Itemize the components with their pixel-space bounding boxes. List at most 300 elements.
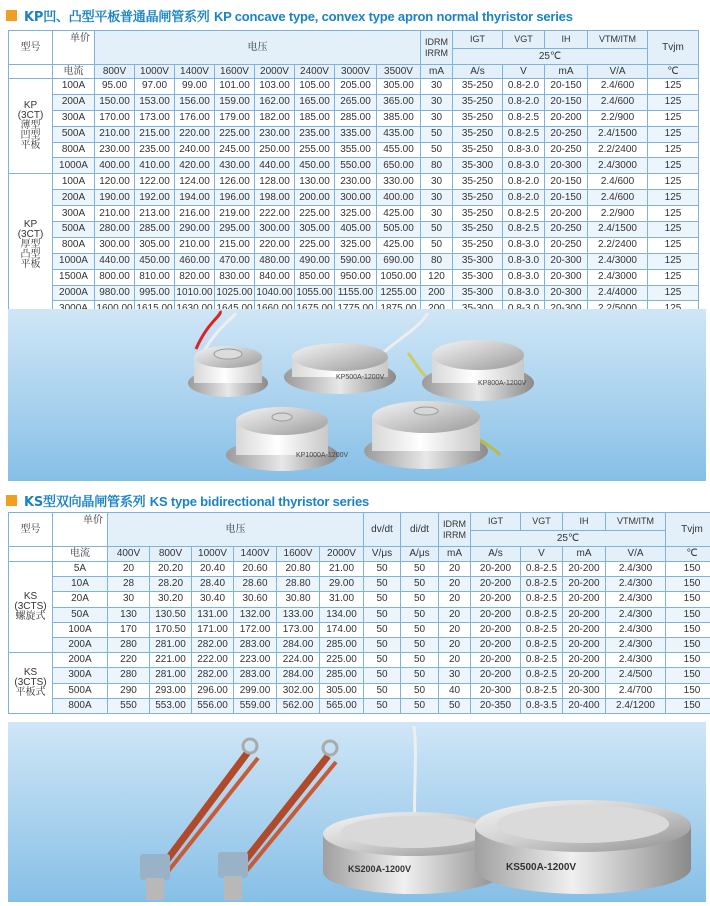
table-cell: 2.4/300 (606, 622, 666, 637)
table-cell: 20-250 (545, 222, 588, 238)
table-cell: 50 (364, 683, 401, 698)
ks-unit-5: mA (563, 547, 606, 562)
table-cell: 295.00 (215, 222, 255, 238)
table-cell: 35-300 (453, 158, 503, 174)
ks-ih-header: IH (563, 513, 606, 531)
table-cell: 470.00 (215, 253, 255, 269)
table-cell: 150 (666, 653, 710, 668)
current-cell: 10A (53, 577, 108, 592)
table-cell: 280 (108, 668, 150, 683)
table-cell: 223.00 (234, 653, 277, 668)
table-cell: 20-200 (471, 622, 521, 637)
table-row (9, 253, 699, 269)
table-cell: 40 (439, 683, 471, 698)
table-cell: 120 (421, 269, 453, 285)
table-cell: 120.00 (95, 174, 135, 190)
ks-voltage-col-0: 400V (108, 547, 150, 562)
table-row (9, 698, 710, 713)
table-cell: 130.50 (150, 607, 192, 622)
table-cell: 21.00 (320, 562, 364, 577)
table-cell: 50 (421, 237, 453, 253)
table-cell: 450.00 (135, 253, 175, 269)
ks-vtm-header: VTM/ITM (606, 513, 666, 531)
table-cell: 134.00 (320, 607, 364, 622)
table-cell: 430.00 (215, 158, 255, 174)
table-cell: 210.00 (95, 126, 135, 142)
table-cell: 50 (439, 698, 471, 713)
table-cell: 219.00 (215, 206, 255, 222)
table-cell: 255.00 (295, 142, 335, 158)
table-cell: 400.00 (95, 158, 135, 174)
table-cell: 20 (439, 607, 471, 622)
table-cell: 0.8-2.5 (521, 668, 563, 683)
table-cell: 215.00 (215, 237, 255, 253)
table-cell: 230.00 (335, 174, 377, 190)
ks-voltage-col-2: 1000V (192, 547, 234, 562)
ks-photo-label-2: KS500A-1200V (506, 862, 577, 873)
table-cell: 1055.00 (295, 285, 335, 301)
table-cell: 20-300 (545, 253, 588, 269)
table-cell: 35-250 (453, 190, 503, 206)
table-cell: 50 (401, 668, 439, 683)
table-cell: 300.00 (335, 190, 377, 206)
table-cell: 215.00 (135, 126, 175, 142)
table-cell: 222.00 (192, 653, 234, 668)
table-cell: 220.00 (255, 237, 295, 253)
table-cell: 2.4/300 (606, 637, 666, 652)
kp-photo-label-3: KP1000A-1200V (296, 452, 349, 459)
table-cell: 562.00 (277, 698, 320, 713)
table-cell: 299.00 (234, 683, 277, 698)
table-cell: 20-250 (545, 126, 588, 142)
table-cell: 20-200 (471, 562, 521, 577)
table-cell: 20-200 (471, 592, 521, 607)
table-cell: 150 (666, 637, 710, 652)
table-cell: 425.00 (377, 206, 421, 222)
table-cell: 35-250 (453, 206, 503, 222)
kp-voltage-col-3: 1600V (215, 65, 255, 79)
table-cell: 240.00 (175, 142, 215, 158)
table-cell: 0.8-2.5 (521, 637, 563, 652)
kp-tvjm-header: Tvjm (648, 31, 699, 65)
table-cell: 300.00 (255, 222, 295, 238)
ks-unit-7: ℃ (666, 547, 710, 562)
kp-model-header: 型号 (9, 31, 53, 65)
table-cell: 435.00 (377, 126, 421, 142)
kp-group-label: KP (3CT) 薄型 凹型 平板 (9, 79, 53, 174)
table-cell: 20 (439, 653, 471, 668)
table-cell: 35-250 (453, 110, 503, 126)
kp-voltage-col-6: 3000V (335, 65, 377, 79)
table-cell: 20-200 (563, 607, 606, 622)
table-cell: 50 (401, 562, 439, 577)
table-cell: 20-350 (471, 698, 521, 713)
kp-voltage-col-0: 800V (95, 65, 135, 79)
table-cell: 20-200 (563, 577, 606, 592)
table-cell: 35-300 (453, 253, 503, 269)
table-cell: 2.4/600 (588, 174, 648, 190)
table-cell: 565.00 (320, 698, 364, 713)
table-cell: 225.00 (320, 653, 364, 668)
table-cell: 190.00 (95, 190, 135, 206)
current-cell: 300A (53, 206, 95, 222)
kp-vtm-header: VTM/ITM (588, 31, 648, 49)
table-cell: 20.80 (277, 562, 320, 577)
current-cell: 500A (53, 683, 108, 698)
table-cell: 245.00 (215, 142, 255, 158)
kp-irrm-label: IRRM (425, 47, 448, 58)
table-cell: 2.4/300 (606, 607, 666, 622)
current-cell: 300A (53, 110, 95, 126)
table-cell: 28.20 (150, 577, 192, 592)
table-cell: 30 (421, 174, 453, 190)
ks-irrm-label: IRRM (443, 529, 466, 540)
table-cell: 35-300 (453, 269, 503, 285)
table-cell: 30 (421, 94, 453, 110)
table-cell: 290 (108, 683, 150, 698)
ks-unit-1: A/μs (401, 547, 439, 562)
table-cell: 281.00 (150, 637, 192, 652)
ks-dvdt-header: dv/dt (364, 513, 401, 547)
kp-voltage-col-5: 2400V (295, 65, 335, 79)
table-cell: 20 (439, 592, 471, 607)
ks-idrm-header (439, 513, 471, 547)
table-cell: 35-250 (453, 142, 503, 158)
table-cell: 2.4/700 (606, 683, 666, 698)
table-cell: 200 (421, 285, 453, 301)
ks-model-header: 型号 (9, 513, 53, 547)
table-cell: 2.4/300 (606, 653, 666, 668)
table-cell: 50 (364, 622, 401, 637)
table-cell: 20-300 (563, 683, 606, 698)
table-cell: 125 (648, 79, 699, 95)
table-cell: 20-300 (545, 285, 588, 301)
table-cell: 130 (108, 607, 150, 622)
table-cell: 173.00 (277, 622, 320, 637)
table-cell: 28 (108, 577, 150, 592)
table-cell: 99.00 (175, 79, 215, 95)
table-cell: 222.00 (255, 206, 295, 222)
table-cell: 490.00 (295, 253, 335, 269)
table-cell: 335.00 (335, 126, 377, 142)
kp-unit-3: mA (545, 65, 588, 79)
ks-photo-label-1: KS200A-1200V (348, 864, 412, 874)
table-cell: 556.00 (192, 698, 234, 713)
kp-unit-price-label: 单价 (70, 33, 90, 44)
current-cell: 800A (53, 698, 108, 713)
current-cell: 100A (53, 79, 95, 95)
table-cell: 2.4/1500 (588, 222, 648, 238)
table-cell: 20-200 (563, 653, 606, 668)
table-cell: 50 (421, 142, 453, 158)
table-cell: 980.00 (95, 285, 135, 301)
table-cell: 355.00 (335, 142, 377, 158)
kp-idrm-label: IDRM (425, 36, 448, 47)
table-row (9, 668, 710, 683)
table-cell: 420.00 (175, 158, 215, 174)
kp-vgt-header: VGT (503, 31, 545, 49)
table-cell: 2.4/3000 (588, 253, 648, 269)
current-cell: 500A (53, 222, 95, 238)
table-cell: 305.00 (135, 237, 175, 253)
table-cell: 20.60 (234, 562, 277, 577)
table-cell: 305.00 (295, 222, 335, 238)
table-row (9, 158, 699, 174)
table-cell: 0.8-2.0 (503, 190, 545, 206)
table-cell: 2.2/2400 (588, 142, 648, 158)
ks-current-header: 电流 (53, 547, 108, 562)
table-cell: 28.60 (234, 577, 277, 592)
table-cell: 125 (648, 269, 699, 285)
ks-vgt-header: VGT (521, 513, 563, 531)
kp-temp-header: 25℃ (453, 49, 648, 65)
table-cell: 150.00 (95, 94, 135, 110)
table-row (9, 622, 710, 637)
current-cell: 500A (53, 126, 95, 142)
kp-idrm-header (421, 31, 453, 65)
current-cell: 200A (53, 190, 95, 206)
table-cell: 0.8-3.0 (503, 253, 545, 269)
table-cell: 20-150 (545, 94, 588, 110)
table-cell: 30.60 (234, 592, 277, 607)
table-cell: 305.00 (377, 79, 421, 95)
kp-voltage-col-2: 1400V (175, 65, 215, 79)
current-cell: 20A (53, 592, 108, 607)
table-cell: 1255.00 (377, 285, 421, 301)
table-cell: 28.40 (192, 577, 234, 592)
table-cell: 20-400 (563, 698, 606, 713)
ks-unit-3: A/s (471, 547, 521, 562)
table-cell: 385.00 (377, 110, 421, 126)
table-cell: 283.00 (234, 637, 277, 652)
table-cell: 20.40 (192, 562, 234, 577)
table-cell: 30 (421, 110, 453, 126)
table-cell: 50 (401, 637, 439, 652)
table-cell: 284.00 (277, 637, 320, 652)
table-row (9, 237, 699, 253)
table-cell: 50 (401, 698, 439, 713)
table-cell: 230.00 (95, 142, 135, 158)
table-cell: 1050.00 (377, 269, 421, 285)
table-cell: 80 (421, 253, 453, 269)
table-cell: 30 (421, 79, 453, 95)
table-cell: 2.4/3000 (588, 158, 648, 174)
ks-temp-header: 25℃ (471, 531, 666, 547)
table-cell: 125 (648, 206, 699, 222)
table-cell: 125 (648, 237, 699, 253)
table-cell: 192.00 (135, 190, 175, 206)
kp-price-current-header (53, 31, 95, 65)
ks-voltage-col-1: 800V (150, 547, 192, 562)
current-cell: 100A (53, 622, 108, 637)
ks-didt-header: di/dt (401, 513, 439, 547)
table-cell: 30.80 (277, 592, 320, 607)
table-cell: 156.00 (175, 94, 215, 110)
table-cell: 2.2/900 (588, 206, 648, 222)
table-cell: 0.8-2.5 (503, 110, 545, 126)
kp-unit-2: V (503, 65, 545, 79)
table-cell: 101.00 (215, 79, 255, 95)
table-row (9, 607, 710, 622)
table-cell: 284.00 (277, 668, 320, 683)
table-cell: 50 (421, 126, 453, 142)
table-cell: 0.8-2.5 (503, 222, 545, 238)
table-row (9, 222, 699, 238)
ks-units-spacer (9, 547, 53, 562)
ks-unit-price-label: 单价 (83, 515, 103, 526)
table-cell: 50 (364, 592, 401, 607)
table-cell: 550 (108, 698, 150, 713)
current-cell: 200A (53, 94, 95, 110)
table-cell: 20-200 (545, 110, 588, 126)
table-cell: 216.00 (175, 206, 215, 222)
table-cell: 20-200 (545, 206, 588, 222)
table-cell: 35-250 (453, 222, 503, 238)
table-cell: 153.00 (135, 94, 175, 110)
table-cell: 97.00 (135, 79, 175, 95)
kp-igt-header: IGT (453, 31, 503, 49)
table-cell: 281.00 (150, 668, 192, 683)
ks-price-current-header (53, 513, 108, 547)
table-cell: 1025.00 (215, 285, 255, 301)
current-cell: 1000A (53, 158, 95, 174)
table-cell: 50 (401, 592, 439, 607)
table-cell: 20-200 (563, 592, 606, 607)
table-cell: 125 (648, 126, 699, 142)
table-cell: 150 (666, 668, 710, 683)
kp-group-label: KP (3CT) 厚型 凸型 平板 (9, 174, 53, 317)
kp-thyristor-illustration (8, 309, 706, 481)
table-cell: 30 (108, 592, 150, 607)
table-cell: 220.00 (175, 126, 215, 142)
ks-voltage-col-3: 1400V (234, 547, 277, 562)
kp-photo-label-1: KP500A-1200V (336, 374, 385, 381)
current-cell: 200A (53, 653, 108, 668)
table-cell: 505.00 (377, 222, 421, 238)
table-cell: 2.4/600 (588, 190, 648, 206)
table-cell: 20-300 (545, 269, 588, 285)
kp-title-en: KP concave type, convex type apron normal thyristor series (213, 8, 573, 24)
table-cell: 131.00 (192, 607, 234, 622)
table-cell: 182.00 (255, 110, 295, 126)
table-cell: 20-200 (563, 622, 606, 637)
table-cell: 285.00 (320, 637, 364, 652)
table-cell: 30.40 (192, 592, 234, 607)
table-cell: 20-200 (471, 577, 521, 592)
table-cell: 0.8-2.5 (521, 562, 563, 577)
table-cell: 50 (401, 607, 439, 622)
table-cell: 50 (364, 653, 401, 668)
table-cell: 0.8-3.0 (503, 269, 545, 285)
table-row (9, 592, 710, 607)
ks-idrm-label: IDRM (443, 518, 466, 529)
table-cell: 2.2/900 (588, 110, 648, 126)
table-cell: 0.8-2.5 (503, 126, 545, 142)
table-cell: 2.4/600 (588, 94, 648, 110)
table-cell: 820.00 (175, 269, 215, 285)
table-cell: 2.4/1500 (588, 126, 648, 142)
table-cell: 105.00 (295, 79, 335, 95)
table-cell: 325.00 (335, 206, 377, 222)
current-cell: 5A (53, 562, 108, 577)
table-cell: 122.00 (135, 174, 175, 190)
table-cell: 50 (364, 698, 401, 713)
table-cell: 20-300 (545, 158, 588, 174)
table-cell: 2.4/300 (606, 577, 666, 592)
kp-ih-header: IH (545, 31, 588, 49)
table-cell: 1155.00 (335, 285, 377, 301)
ks-product-photo (8, 722, 706, 902)
table-cell: 95.00 (95, 79, 135, 95)
table-cell: 282.00 (192, 668, 234, 683)
table-cell: 50 (401, 653, 439, 668)
table-cell: 0.8-3.0 (503, 158, 545, 174)
table-cell: 553.00 (150, 698, 192, 713)
table-cell: 293.00 (150, 683, 192, 698)
table-cell: 125 (648, 94, 699, 110)
table-cell: 0.8-2.5 (521, 577, 563, 592)
current-cell: 1000A (53, 253, 95, 269)
table-cell: 0.8-2.0 (503, 94, 545, 110)
table-cell: 440.00 (95, 253, 135, 269)
table-cell: 20 (108, 562, 150, 577)
current-cell: 100A (53, 174, 95, 190)
table-cell: 300.00 (95, 237, 135, 253)
table-cell: 0.8-2.5 (503, 206, 545, 222)
table-cell: 690.00 (377, 253, 421, 269)
table-cell: 165.00 (295, 94, 335, 110)
table-cell: 20-200 (471, 607, 521, 622)
table-row (9, 110, 699, 126)
title-marker-icon (6, 495, 17, 506)
table-cell: 950.00 (335, 269, 377, 285)
table-cell: 125 (648, 142, 699, 158)
table-cell: 124.00 (175, 174, 215, 190)
kp-unit-4: V/A (588, 65, 648, 79)
table-cell: 425.00 (377, 237, 421, 253)
table-row (9, 637, 710, 652)
table-cell: 0.8-2.5 (521, 653, 563, 668)
table-cell: 2.4/300 (606, 592, 666, 607)
kp-photo-label-2: KP800A-1200V (478, 380, 527, 387)
table-cell: 1010.00 (175, 285, 215, 301)
kp-section-title (6, 6, 573, 24)
current-cell: 50A (53, 607, 108, 622)
table-cell: 172.00 (234, 622, 277, 637)
table-cell: 205.00 (335, 79, 377, 95)
table-cell: 20-150 (545, 190, 588, 206)
table-cell: 125 (648, 222, 699, 238)
table-cell: 810.00 (135, 269, 175, 285)
table-cell: 450.00 (295, 158, 335, 174)
table-cell: 330.00 (377, 174, 421, 190)
table-cell: 50 (401, 622, 439, 637)
table-cell: 35-300 (453, 285, 503, 301)
table-row (9, 142, 699, 158)
table-cell: 20-300 (471, 683, 521, 698)
table-cell: 159.00 (215, 94, 255, 110)
current-cell: 2000A (53, 285, 95, 301)
current-cell: 200A (53, 637, 108, 652)
table-cell: 0.8-2.5 (521, 607, 563, 622)
table-cell: 20-250 (545, 142, 588, 158)
table-cell: 365.00 (377, 94, 421, 110)
table-row (9, 683, 710, 698)
table-cell: 20-200 (471, 653, 521, 668)
table-cell: 0.8-2.5 (521, 683, 563, 698)
table-cell: 30 (421, 190, 453, 206)
table-cell: 2.4/1200 (606, 698, 666, 713)
